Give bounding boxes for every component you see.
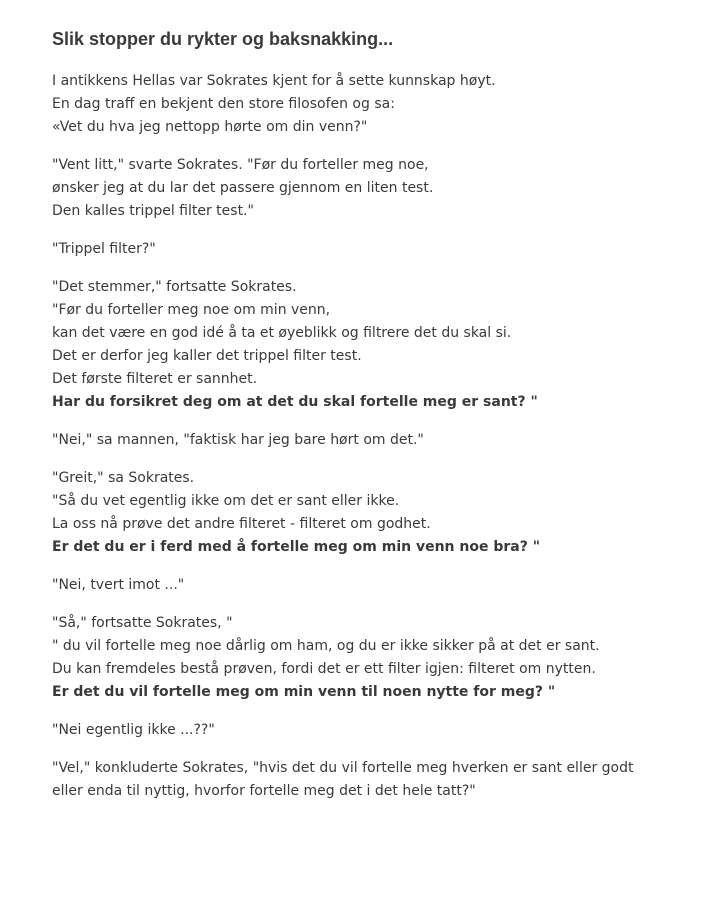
text-line: " du vil fortelle meg noe dårlig om ham, og du er ikke sikker på at det er sant. [52, 638, 600, 654]
text-line: En dag traff en bekjent den store filosofen og sa: [52, 96, 395, 112]
article [52, 28, 712, 818]
paragraph [52, 574, 712, 597]
text-line: "Før du forteller meg noe om min venn, [52, 302, 331, 318]
text-line: Det første filteret er sannhet. [52, 371, 258, 387]
question-line: Er det du er i ferd med å fortelle meg om min venn noe bra? " [52, 539, 541, 555]
text-line: "Nei," sa mannen, "faktisk har jeg bare hørt om det." [52, 432, 424, 448]
page-title: Slik stopper du rykter og baksnakking... [52, 29, 394, 49]
paragraph [52, 276, 712, 414]
text-line: "Nei, tvert imot ..." [52, 577, 185, 593]
story-body [52, 70, 712, 803]
text-line: kan det være en god idé å ta et øyeblikk og filtrere det du skal si. [52, 325, 512, 341]
paragraph [52, 757, 712, 803]
text-line: La oss nå prøve det andre filteret - filteret om godhet. [52, 516, 431, 532]
text-line: Den kalles trippel filter test." [52, 203, 254, 219]
text-line: "Vent litt," svarte Sokrates. "Før du forteller meg noe, [52, 157, 429, 173]
text-line: ønsker jeg at du lar det passere gjennom en liten test. [52, 180, 434, 196]
question-line: Er det du vil fortelle meg om min venn til noen nytte for meg? " [52, 684, 556, 700]
paragraph [52, 612, 712, 704]
paragraph [52, 719, 712, 742]
text-line: «Vet du hva jeg nettopp hørte om din venn?" [52, 119, 368, 135]
text-line: I antikkens Hellas var Sokrates kjent for å sette kunnskap høyt. [52, 73, 496, 89]
paragraph [52, 238, 712, 261]
text-line: eller enda til nyttig, hvorfor fortelle meg det i det hele tatt?" [52, 783, 476, 799]
paragraph [52, 467, 712, 559]
paragraph [52, 70, 712, 139]
text-line: "Vel," konkluderte Sokrates, "hvis det du vil fortelle meg hverken er sant eller godt [52, 760, 634, 776]
text-line: Det er derfor jeg kaller det trippel filter test. [52, 348, 362, 364]
text-line: "Nei egentlig ikke ...??" [52, 722, 215, 738]
text-line: "Så du vet egentlig ikke om det er sant eller ikke. [52, 493, 400, 509]
text-line: "Så," fortsatte Sokrates, " [52, 615, 233, 631]
question-line: Har du forsikret deg om at det du skal fortelle meg er sant? " [52, 394, 538, 410]
text-line: "Det stemmer," fortsatte Sokrates. [52, 279, 297, 295]
text-line: "Greit," sa Sokrates. [52, 470, 195, 486]
text-line: Du kan fremdeles bestå prøven, fordi det er ett filter igjen: filteret om nytten. [52, 661, 596, 677]
paragraph [52, 154, 712, 223]
paragraph [52, 429, 712, 452]
text-line: "Trippel filter?" [52, 241, 156, 257]
